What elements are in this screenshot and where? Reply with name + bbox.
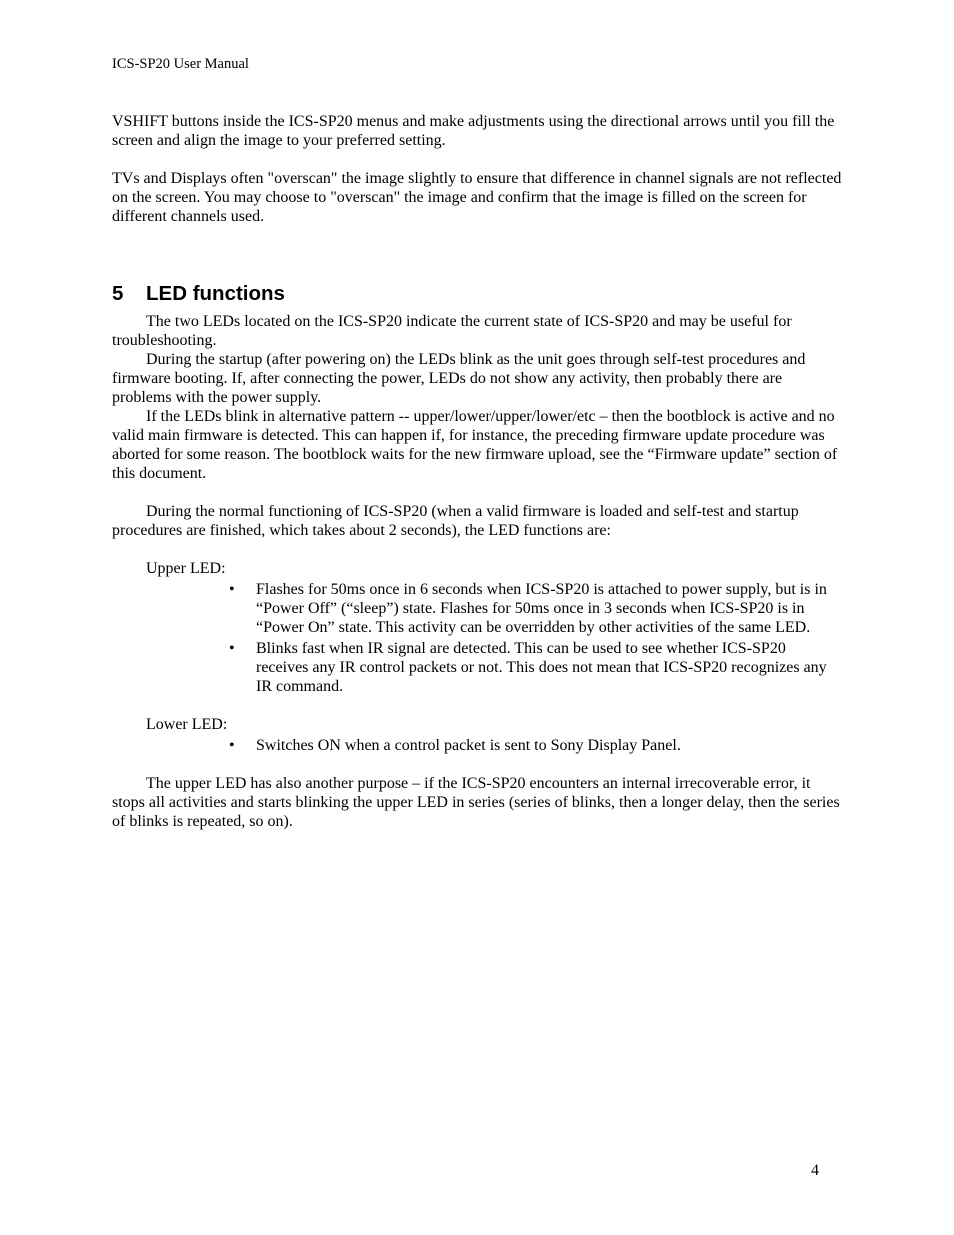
section-heading bbox=[112, 282, 842, 306]
lower-led-list bbox=[112, 736, 842, 755]
section-number: 5 bbox=[112, 282, 124, 305]
section-paragraph-2: During the startup (after powering on) the LEDs blink as the unit goes through self-test procedures and firmware booting. If, after connecting the power, LEDs do not show any activity, then probably there are problems with the power supply. bbox=[112, 351, 806, 406]
lower-led-label: Lower LED: bbox=[146, 716, 228, 733]
page-number: 4 bbox=[811, 1162, 819, 1179]
upper-led-label: Upper LED: bbox=[146, 560, 226, 577]
list-item-text: Switches ON when a control packet is sent to Sony Display Panel. bbox=[256, 737, 681, 754]
bullet-icon: • bbox=[229, 640, 235, 657]
bullet-icon: • bbox=[229, 737, 235, 754]
running-header: ICS-SP20 User Manual bbox=[112, 56, 249, 72]
list-item bbox=[229, 639, 842, 696]
page-content bbox=[112, 112, 842, 831]
intro-paragraph-2: TVs and Displays often "overscan" the image slightly to ensure that difference in channel signals are not reflected on the screen. You may choose to "overscan" the image and confirm that the image is filled on the screen for different channels used. bbox=[112, 170, 842, 225]
section-paragraph-4: During the normal functioning of ICS-SP20 (when a valid firmware is loaded and self-test and startup procedures are finished, which takes about 2 seconds), the LED functions are: bbox=[112, 503, 799, 539]
intro-paragraph-1: VSHIFT buttons inside the ICS-SP20 menus and make adjustments using the directional arrows until you fill the screen and align the image to your preferred setting. bbox=[112, 113, 835, 149]
list-item bbox=[229, 736, 842, 755]
section-paragraph-3: If the LEDs blink in alternative pattern -- upper/lower/upper/lower/etc – then the bootblock is active and no valid main firmware is detected. This can happen if, for instance, the preceding firmware update procedure was aborted for some reason. The bootblock waits for the new firmware upload, see the “Firmware update” section of this document. bbox=[112, 408, 838, 482]
list-item-text: Flashes for 50ms once in 6 seconds when ICS-SP20 is attached to power supply, but is in “Power Off” (“sleep”) state. Flashes for 50ms once in 3 seconds when ICS-SP20 is in “Power On” state. This activity can be overridden by other activities of the same LED. bbox=[256, 581, 827, 636]
section-paragraph-1: The two LEDs located on the ICS-SP20 indicate the current state of ICS-SP20 and may be useful for troubleshooting. bbox=[112, 313, 792, 349]
bullet-icon: • bbox=[229, 581, 235, 598]
section-title: LED functions bbox=[146, 282, 285, 305]
section-paragraph-5: The upper LED has also another purpose – if the ICS-SP20 encounters an internal irrecoverable error, it stops all activities and starts blinking the upper LED in series (series of blinks, then a longer delay, then the series of blinks is repeated, so on). bbox=[112, 775, 840, 830]
list-item bbox=[229, 580, 842, 637]
upper-led-list bbox=[112, 580, 842, 696]
list-item-text: Blinks fast when IR signal are detected. This can be used to see whether ICS-SP20 receives any IR control packets or not. This does not mean that ICS-SP20 recognizes any IR command. bbox=[256, 640, 827, 695]
